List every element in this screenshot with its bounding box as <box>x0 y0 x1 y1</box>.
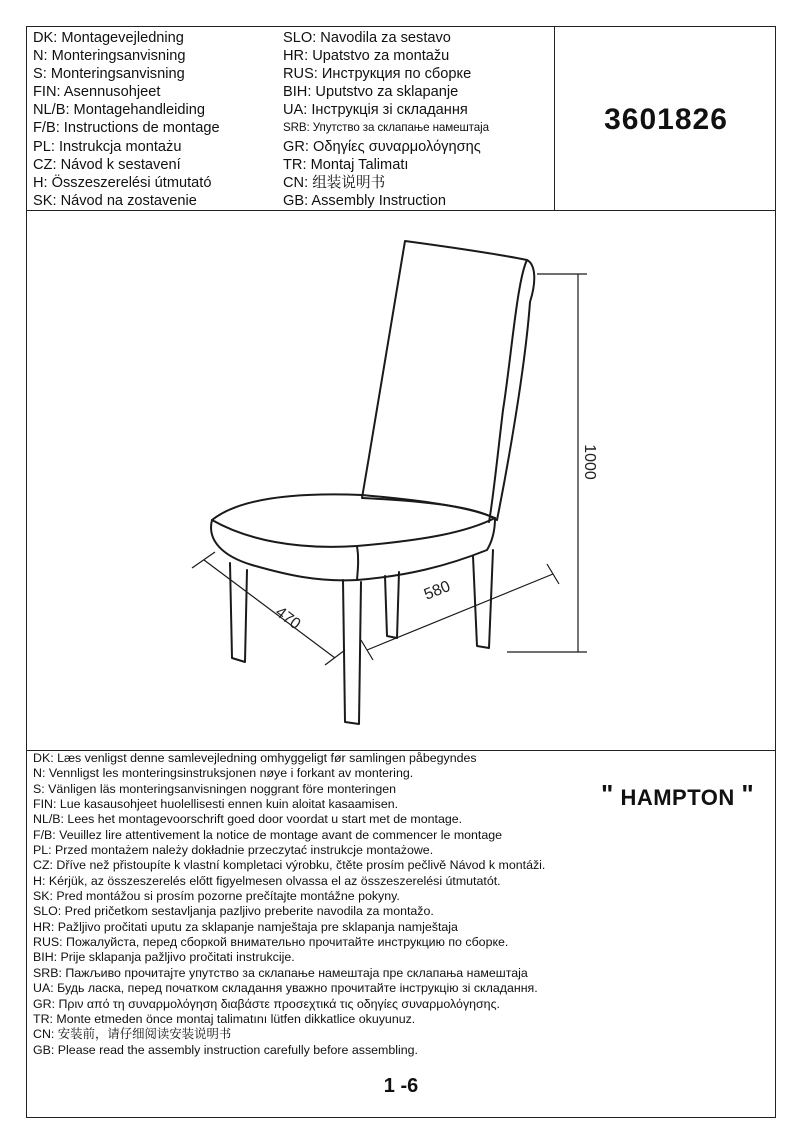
chair-leg-back-left <box>385 572 399 638</box>
instruction-gr: GR: Πριν από τη συναρμολόγηση διαβάστε προσεχτικά τις οδηγίες συναρμολόγησης. <box>33 996 500 1011</box>
title-list-left <box>33 29 281 210</box>
instruction-fb: F/B: Veuillez lire attentivement la notice de montage avant de commencer le montage <box>33 827 503 842</box>
instruction-srb: SRB: Пажљиво прочитајте упутство за склапање намештаја пре склапања намештаја <box>33 965 528 980</box>
title-slo: SLO: Navodila za sestavo <box>283 30 451 46</box>
title-dk: DK: Montagevejledning <box>33 30 184 46</box>
instruction-rus: RUS: Пожалуйста, перед сборкой внимательно прочитайте инструкцию по сборке. <box>33 935 509 950</box>
brand-close-quote: " <box>741 779 755 809</box>
instruction-n: N: Vennligst les monteringsinstruksjonen nøye i forkant av montering. <box>33 766 414 781</box>
title-sk: SK: Návod na zostavenie <box>33 192 197 209</box>
page-number: 1 -6 <box>383 1075 419 1097</box>
dim-width-line <box>204 560 335 658</box>
dim-depth-label: 580 <box>421 577 453 604</box>
title-list-middle <box>283 29 551 210</box>
instruction-dk: DK: Læs venligst denne samlevejledning omhyggeligt før samlingen påbegyndes <box>33 751 477 765</box>
title-srb: SRB: Упутство за склапање намештаја <box>283 121 489 135</box>
instruction-cn: CN: 安装前，请仔细阅读安装说明书 <box>33 1027 232 1042</box>
instruction-nl: NL/B: Lees het montagevoorschrift goed door voordat u start met de montage. <box>33 812 463 827</box>
chair-leg-front-right <box>343 580 361 724</box>
chair-leg-back-right <box>473 550 493 648</box>
title-cn: CN: 组装说明书 <box>283 174 386 191</box>
instruction-hr: HR: Pažljivo pročitati uputu za sklapanje namještaja pre sklapanja namještaja <box>33 919 458 934</box>
title-fin: FIN: Asennusohjeet <box>33 84 161 101</box>
title-rus: RUS: Инструкция по сборке <box>283 66 472 83</box>
chair-illustration <box>27 210 775 750</box>
title-h: H: Összeszerelési útmutató <box>33 174 212 191</box>
title-tr: TR: Montaj Talimatı <box>283 156 409 173</box>
instruction-h: H: Kérjük, az összeszerelés előtt figyelmesen olvassa el az összeszerelési útmutatót. <box>33 873 501 888</box>
instruction-s: S: Vänligen läs monteringsanvisningen noggrant före monteringen <box>33 781 397 796</box>
header-divider <box>554 27 555 210</box>
title-gr: GR: Οδηγίες συναρμολόγησης <box>283 138 481 155</box>
brand-open-quote: " <box>601 779 614 809</box>
header-box <box>27 27 775 211</box>
instruction-pl: PL: Przed montażem należy dokładnie przeczytać instrukcje montażowe. <box>33 843 434 858</box>
instruction-cz: CZ: Dříve než přistoupíte k vlastní kompletaci výrobku, čtěte prosím pečlivě Návod k montáži. <box>33 858 546 873</box>
chair-seat-top <box>212 494 495 546</box>
brand-label: HAMPTON <box>620 785 735 810</box>
title-n: N: Monteringsanvisning <box>33 48 186 65</box>
title-fb: F/B: Instructions de montage <box>33 120 220 137</box>
dim-depth-tick-a <box>361 640 373 660</box>
instruction-ua: UA: Будь ласка, перед початком складання уважно прочитайте інструкцію зі складання. <box>33 981 538 996</box>
instruction-gb: GB: Please read the assembly instruction carefully before assembling. <box>33 1042 418 1057</box>
title-nl: NL/B: Montagehandleiding <box>33 102 206 119</box>
chair-leg-front-left <box>230 563 247 662</box>
title-cz: CZ: Návod k sestavení <box>33 156 181 173</box>
dim-depth-line <box>367 574 553 650</box>
dim-depth-tick-b <box>547 564 559 584</box>
instruction-slo: SLO: Pred pričetkom sestavljanja pazljivo preberite navodila za montažo. <box>33 904 434 919</box>
dim-height-label: 1000 <box>581 444 598 480</box>
instruction-list <box>33 751 753 1058</box>
title-hr: HR: Upatstvo za montažu <box>283 48 450 65</box>
title-s: S: Monteringsanvisning <box>33 66 185 83</box>
instruction-sk: SK: Pred montážou si prosím pozorne prečítajte montážne pokyny. <box>33 889 400 904</box>
instruction-fin: FIN: Lue kasausohjeet huolellisesti ennen kuin aloitat kasaamisen. <box>33 797 399 812</box>
chair-backrest-roll <box>489 260 527 522</box>
instruction-tr: TR: Monte etmeden önce montaj talimatını lütfen dikkatlice okuyunuz. <box>33 1011 416 1026</box>
title-pl: PL: Instrukcja montażu <box>33 138 182 155</box>
title-bih: BIH: Uputstvo za sklapanje <box>283 84 459 101</box>
chair-seat-band <box>211 518 495 580</box>
page-frame <box>26 26 776 1118</box>
chair-backrest <box>362 241 534 520</box>
title-gb: GB: Assembly Instruction <box>283 192 447 209</box>
title-ua: UA: Інструкція зі складання <box>283 102 468 119</box>
product-code: 3601826 <box>604 103 728 136</box>
instruction-bih: BIH: Prije sklapanja pažljivo pročitati instrukcije. <box>33 950 295 965</box>
chair-seat-edge <box>357 546 358 580</box>
chair-drawing-panel <box>27 210 775 751</box>
dim-width-label: 470 <box>271 603 304 634</box>
